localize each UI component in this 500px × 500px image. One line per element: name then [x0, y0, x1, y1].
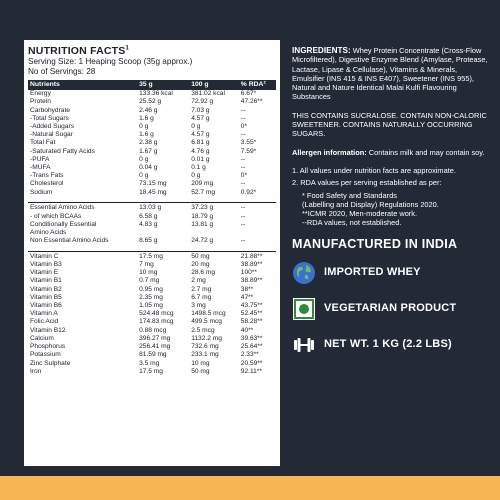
nutrient-name: Potassium [30, 351, 61, 359]
ingredients-block [292, 46, 488, 102]
rda-value: 39.63** [240, 334, 263, 342]
rda-value: 47** [240, 293, 254, 301]
rda-value: -- [240, 220, 246, 228]
value-100g: 10 mg [191, 359, 210, 367]
value-35g: 25.52 g [139, 98, 162, 106]
table-row [28, 318, 276, 326]
value-100g: 4.57 g [191, 114, 210, 122]
table-row [28, 294, 276, 302]
allergen-label: Allergen information: [292, 147, 367, 157]
table-row [28, 123, 276, 131]
value-35g: 1.67 g [139, 147, 158, 155]
nutrient-name: Essential Amino Acids [30, 204, 95, 212]
value-100g: 2.7 mg [191, 285, 212, 293]
nutrient-name: Vitamin B6 [30, 302, 62, 310]
value-100g: 2 mg [191, 277, 206, 285]
value-100g [189, 229, 239, 237]
rda-value: 58.28** [240, 318, 263, 326]
value-100g: 499.5 mcg [191, 318, 222, 326]
table-row [28, 189, 276, 197]
rda-value: 25.64** [240, 343, 263, 351]
value-35g: 81.59 mg [139, 351, 167, 359]
note-2a: * Food Safety and Standards [302, 190, 397, 200]
rda-value: 52.45** [240, 310, 263, 318]
table-row [28, 286, 276, 294]
table-row [28, 310, 276, 318]
rda-value: -- [240, 204, 246, 212]
nutrient-name: Vitamin E [30, 269, 59, 277]
header-35g: 35 g [137, 80, 189, 90]
value-35g: 7 mg [139, 261, 154, 269]
value-100g: 4.76 g [191, 147, 210, 155]
nutrient-name: -MUFA [30, 164, 51, 172]
sucralose-warning: THIS CONTAINS SUCRALOSE. CONTAIN NON-CALORIC SWEETENER. CONTAINS NATURALLY OCCURRING SUGARS. [292, 110, 487, 139]
value-100g: 37.23 g [191, 204, 214, 212]
value-100g: 209 mg [191, 180, 214, 188]
rda-value: 2.33** [240, 351, 259, 359]
nutrient-name: Iron [30, 367, 42, 375]
product-info-column [292, 46, 488, 369]
rda-value: 43.75** [240, 302, 263, 310]
value-35g: 396.27 mg [139, 334, 171, 342]
ingredients-heading: INGREDIENTS: [292, 46, 351, 55]
value-35g: 1.6 g [139, 131, 154, 139]
nutrient-name: -PUFA [30, 155, 50, 163]
nutrient-name: Zinc Sulphate [30, 359, 71, 367]
value-100g: 18.79 g [191, 212, 214, 220]
feature-net-weight [292, 333, 488, 357]
nutrition-table-body [28, 90, 276, 376]
value-35g: 2.46 g [139, 106, 158, 114]
table-row [28, 277, 276, 285]
value-35g: 3.5 mg [139, 359, 160, 367]
nutrient-name: -Saturated Fatty Acids [30, 147, 95, 155]
nutrition-table [28, 80, 276, 376]
allergen-info [292, 148, 488, 157]
rda-value: 6.67* [240, 90, 257, 98]
value-100g: 732.6 mg [191, 343, 219, 351]
globe-icon [292, 261, 316, 285]
value-35g: 10 mg [139, 269, 158, 277]
rda-value: 38.89** [240, 261, 263, 269]
serving-size: Serving Size: 1 Heaping Scoop (35g approx.) [28, 57, 193, 66]
value-35g: 2.35 mg [139, 293, 163, 301]
nutrient-name: Protein [30, 98, 51, 106]
table-row [28, 251, 276, 261]
value-100g: 0.01 g [191, 155, 210, 163]
value-35g: 0 g [139, 123, 149, 131]
rda-value: 92.11** [240, 367, 262, 375]
value-100g: 381.02 kcal [191, 90, 225, 98]
value-100g: 50 mg [191, 252, 210, 260]
rda-value: -- [240, 180, 246, 188]
table-row [28, 351, 276, 359]
rda-value [239, 229, 276, 237]
rda-value: 0.92* [240, 188, 257, 196]
nutrition-title: NUTRITION FACTS$^1$ [28, 45, 130, 57]
table-row [28, 269, 276, 277]
table-row [28, 327, 276, 335]
header-nutrients: Nutrients [28, 80, 137, 90]
rda-value: -- [240, 106, 246, 114]
feature-label: IMPORTED WHEY [324, 266, 421, 279]
value-35g: 133.36 kcal [139, 90, 173, 98]
rda-value: 0* [240, 172, 248, 180]
value-100g: 0 g [191, 172, 201, 180]
rda-value: -- [240, 164, 246, 172]
veg-icon [292, 297, 316, 321]
value-35g [137, 229, 189, 237]
table-row [28, 360, 276, 368]
nutrient-name: Vitamin B5 [30, 293, 62, 301]
value-100g: 0.1 g [191, 164, 206, 172]
value-35g: 0.04 g [139, 164, 158, 172]
allergen-text: Contains milk and may contain soy. [366, 147, 485, 157]
value-100g: 1498.5 mcg [191, 310, 226, 318]
nutrition-facts-panel [24, 40, 280, 466]
value-35g: 1.6 g [139, 114, 154, 122]
nutrient-name: Folic Acid [30, 318, 59, 326]
rda-value: -- [240, 237, 246, 245]
table-row [28, 335, 276, 343]
table-row [28, 213, 276, 221]
value-100g: 1132.2 mg [191, 334, 222, 342]
table-row [28, 90, 276, 98]
servings-count: No of Servings: 28 [28, 67, 96, 76]
table-row [28, 98, 276, 106]
table-row [28, 237, 276, 245]
value-100g: 52.7 mg [191, 188, 216, 196]
rda-value: 0* [240, 123, 248, 131]
value-100g: 6.7 mg [191, 293, 212, 301]
nutrient-name: Vitamin C [30, 252, 59, 260]
value-100g: 28.6 mg [191, 269, 216, 277]
value-35g: 17.5 mg [139, 252, 163, 260]
nutrient-name: Vitamin B1 [30, 277, 62, 285]
value-100g: 233.1 mg [191, 351, 219, 359]
value-35g: 2.38 g [139, 139, 158, 147]
value-35g: 0 g [139, 172, 149, 180]
value-35g: 0.88 mcg [139, 326, 167, 334]
value-35g: 73.15 mg [139, 180, 167, 188]
feature-vegetarian [292, 297, 488, 321]
table-row [28, 229, 276, 237]
value-35g: 4.83 g [139, 220, 158, 228]
nutrient-name: -Natural Sugar [30, 131, 73, 139]
nutrient-name: Cholesterol [30, 180, 64, 188]
note-2c: **ICMR 2020, Men-moderate work. [302, 209, 418, 219]
feature-imported-whey [292, 261, 488, 285]
nutrient-name: Total Fat [30, 139, 56, 147]
table-row [28, 261, 276, 269]
rda-value: 3.55* [240, 139, 257, 147]
table-row [28, 368, 276, 376]
rda-value: 21.88** [240, 252, 263, 260]
note-2: 2. RDA values per serving established as per: [292, 178, 442, 188]
nutrient-name: -Trans Fats [30, 172, 64, 180]
table-row [28, 148, 276, 156]
rda-value: 47.26** [240, 98, 263, 106]
value-100g: 20 mg [191, 261, 210, 269]
table-row [28, 107, 276, 115]
rda-value: -- [240, 155, 246, 163]
table-row [28, 156, 276, 164]
ingredients-text: Whey Protein Concentrate (Cross-Flow Microfiltered), Digestive Enzyme Blend (Amylase, Protease, Lactase, Lipase & Cellulase), Vitamins & Minerals, Emulsifier (INS 415 & INS E407), Sweetener (INS 955), Natural and Nature Identical Malai Kulfi Flavouring Substances [292, 46, 488, 102]
rda-value: -- [240, 131, 246, 139]
value-35g: 0.95 mg [139, 285, 163, 293]
nutrient-name: Sodium [30, 188, 53, 196]
value-100g: 4.57 g [191, 131, 210, 139]
value-100g: 72.92 g [191, 98, 214, 106]
table-row [28, 131, 276, 139]
table-row [28, 115, 276, 123]
rda-value: -- [240, 114, 246, 122]
table-row [28, 172, 276, 180]
value-35g: 18.45 mg [139, 188, 167, 196]
table-row [28, 343, 276, 351]
value-100g: 6.81 g [191, 139, 210, 147]
accent-band [0, 476, 500, 500]
table-row [28, 221, 276, 229]
value-100g: 7.03 g [191, 106, 210, 114]
nutrient-name: Vitamin B2 [30, 285, 62, 293]
nutrient-name: Vitamin A [30, 310, 58, 318]
note-2b: (Labelling and Display) Regulations 2020. [302, 199, 439, 209]
value-100g: 2.5 mcg [191, 326, 215, 334]
nutrient-name: Vitamin B12 [30, 326, 66, 334]
rda-value: 20.59** [240, 359, 263, 367]
header-100g: 100 g [189, 80, 239, 90]
nutrient-name: Energy [30, 90, 51, 98]
value-35g: 8.65 g [139, 237, 158, 245]
nutrient-name: - of which BCAAs [30, 212, 82, 220]
value-35g: 524.48 mcg [139, 310, 174, 318]
feature-label: NET WT. 1 KG (2.2 LBS) [324, 338, 452, 351]
nutrient-name: Amino Acids [30, 228, 67, 236]
rda-value: 38** [240, 285, 254, 293]
value-100g: 24.72 g [191, 237, 214, 245]
nutrient-name: -Total Sugars [30, 114, 69, 122]
table-row [28, 139, 276, 147]
note-1: 1. All values under nutrition facts are approximate. [292, 165, 456, 175]
header-rda: % RDA² [239, 80, 276, 90]
feature-label: VEGETARIAN PRODUCT [324, 302, 457, 315]
table-row [28, 180, 276, 188]
value-100g: 50 mg [191, 367, 210, 375]
value-35g: 174.83 mcg [139, 318, 174, 326]
nutrient-name: Vitamin B3 [30, 261, 62, 269]
value-35g: 6.58 g [139, 212, 158, 220]
rda-value: 38.89** [240, 277, 263, 285]
value-100g: 3 mg [191, 302, 206, 310]
rda-value: -- [240, 212, 246, 220]
table-header-row [28, 80, 276, 90]
rda-value: 100** [240, 269, 257, 277]
value-35g: 256.41 mg [139, 343, 171, 351]
value-35g: 17.5 mg [139, 367, 163, 375]
table-row [28, 302, 276, 310]
dumbbell-icon [292, 333, 316, 357]
value-35g: 0.7 mg [139, 277, 160, 285]
table-row [28, 164, 276, 172]
value-100g: 13.81 g [191, 220, 214, 228]
nutrient-name: Conditionally Essential [30, 220, 97, 228]
value-35g: 1.05 mg [139, 302, 163, 310]
nutrient-name: Carbohydrate [30, 106, 70, 114]
nutrient-name: Phosphorus [30, 343, 66, 351]
nutrient-name: -Added Sugars [30, 123, 74, 131]
table-row [28, 203, 276, 213]
nutrient-name: Non Essential Amino Acids [30, 237, 109, 245]
manufactured-in-india: MANUFACTURED IN INDIA [292, 236, 458, 251]
value-35g: 13.03 g [139, 204, 162, 212]
rda-value: 40** [240, 326, 254, 334]
value-100g: 0 g [191, 123, 201, 131]
nutrient-name: Calcium [30, 334, 54, 342]
note-2d: --RDA values, not established. [302, 218, 402, 228]
rda-value: 7.59* [240, 147, 257, 155]
value-35g: 0 g [139, 155, 149, 163]
